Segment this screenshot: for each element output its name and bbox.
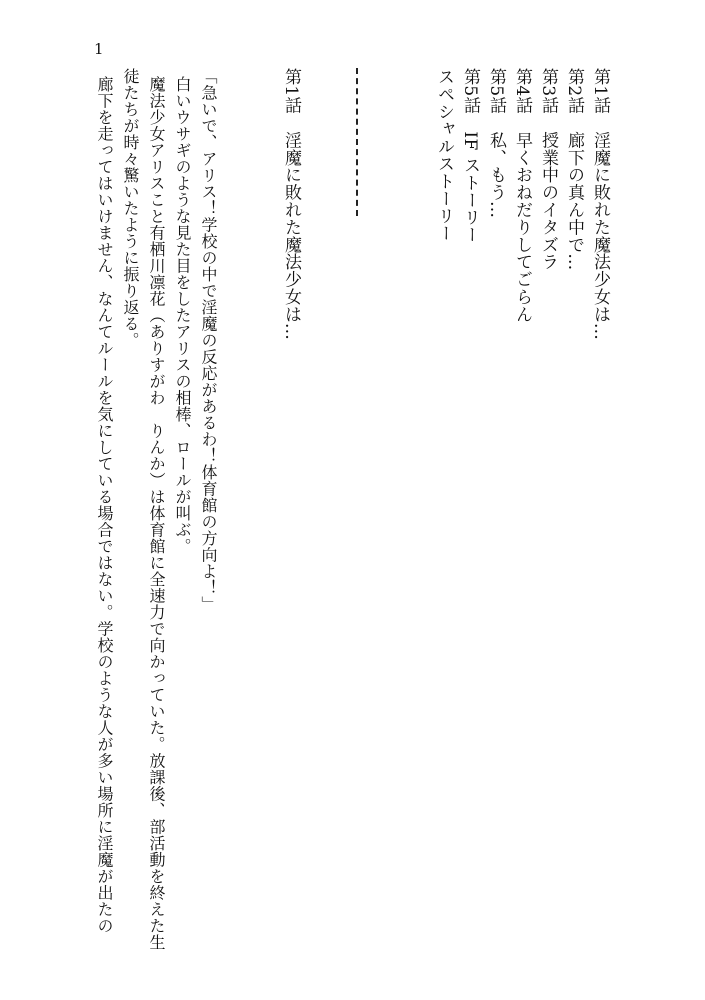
chapter-title: 第1話 淫魔に敗れた魔法少女は…: [281, 68, 301, 341]
toc-item-7: スペシャルストーリー: [434, 68, 454, 242]
toc-item-1: 第1話 淫魔に敗れた魔法少女は…: [590, 68, 610, 341]
toc-item-3: 第3話 授業中のイタズラ: [538, 68, 558, 271]
toc-item-5: 第5話 私、もう…: [486, 68, 506, 219]
body-paragraph: 「急いで、アリス！学校の中で淫魔の反応があるわ！体育館の方向よ！」: [199, 68, 218, 613]
toc-item-6: 第5話 IF ストーリー: [460, 68, 480, 244]
toc-item-2: 第2話 廊下の真ん中で…: [564, 68, 584, 271]
body-paragraph: 白いウサギのような見た目をしたアリスの相棒、ロールが叫ぶ。: [173, 76, 192, 555]
body-paragraph: 廊下を走ってはいけません、なんてルールを気にしている場合ではない。学校のような人が多い場所に淫魔が出たの: [95, 76, 114, 934]
section-divider: [356, 68, 358, 216]
body-paragraph: 徒たちが時々驚いたように振り返る。: [121, 68, 140, 349]
page-number: 1: [94, 40, 104, 58]
toc-item-4: 第4話 早くおねだりしてごらん: [512, 68, 532, 323]
body-paragraph: 魔法少女アリスこと有栖川凛花（ありすがわ りんか）は体育館に全速力で向かっていた。放課後、部活動を終えた生: [147, 76, 166, 951]
